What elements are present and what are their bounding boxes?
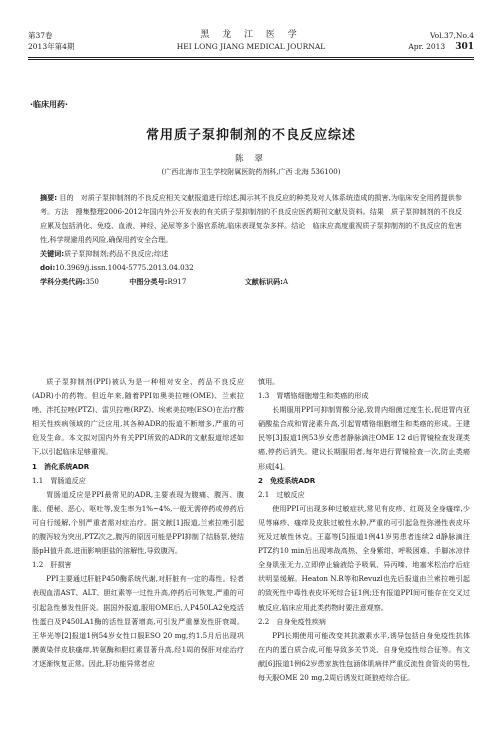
- running-header: [28, 30, 474, 56]
- doc-code: A: [283, 277, 289, 286]
- page-number: 301: [455, 42, 474, 52]
- paragraph-liver-damage: PPI主要通过肝脏P450酶系统代谢,对肝脏有一定的毒性。轻者表现血清AST、ALT、胆红素等一过性升高,停药后可恢复,严重的可引起急性暴发性肝炎。据国外报道,服用OME后,人P450LA2免疫活性蛋白及P450LA1酶的活性显著增高,可引发严重暴发性肝衰竭。王华光等[2]报道1例54岁女性口服ESO 20 mg,约1.5月后出现巩膜黄染伴皮肤瘙痒,转氨酶和胆红素显著升高,经1周的保肝对症治疗才逐渐恢复正常。因此,肝功能异常者应: [32, 574, 244, 668]
- continued-text: 慎用。: [258, 377, 280, 386]
- abstract-result: 结果 质子泵抑制剂的不良反应累及包括消化、免疫、血液、神经、泌尿等多个器官系统,临床表现复杂多样。: [40, 207, 463, 230]
- doi-line: [40, 261, 462, 275]
- issue-date-en: Apr. 2013: [408, 42, 446, 51]
- doc-code-label: 文献标识码:: [244, 277, 283, 286]
- header-right: [408, 30, 474, 53]
- header-rule-bottom: [28, 59, 474, 60]
- paragraph-ecl-hyperplasia: 长期服用PPI可抑制胃酸分泌,致胃内细菌过度生长,促进胃内亚硝酸盐合成和胃泌素升高,引起胃嗜铬细胞增生和类癌的形成。王建民等[3]报道1例53岁女患者静脉滴注OME 12 d后胃镜检查发现类癌,停药后消失。建议长期服用者,每年进行胃镜检查一次,防止类癌形成[4]。: [258, 405, 470, 471]
- heading-gi-reaction: 1.1 胃肠道反应: [32, 475, 86, 485]
- body-column-right: [258, 375, 470, 685]
- article-author: 陈 翠: [235, 154, 267, 164]
- clc-code: R917: [167, 277, 187, 286]
- heading-liver-damage: 1.2 肝损害: [32, 560, 72, 570]
- paragraph-allergic-reaction: 使用PPI可出现多种过敏症状,常见有皮疹、红斑及全身瘙痒,少见荨麻疹、瘙痒及皮肤过敏性水肿,严重的可引起急性弥漫性表皮坏死及过敏性休克。王嘉等[5]报道1例41岁男患者连续2 d静脉滴注PTZ约10 min后出现寒战高热、全身紫绀、呼吸困难、手脚冰凉伴全身肌张无力,立即停止输液给予吸氧、异丙嗪、地塞米松治疗后症状明显缓解。Heaton N.R等和Revuzl也先后报道由兰索拉唑引起的致死性中毒性表皮坏死综合征1例;还有报道PPI间可能存在交叉过敏反应,临床应用此类药物时要注意观察。: [258, 503, 470, 612]
- class-code-label: 学科分类代码:: [40, 277, 86, 286]
- keywords-line: [40, 247, 462, 261]
- heading-autoimmune: 2.2 自身免疫性疾病: [258, 616, 327, 626]
- keywords-label: 关键词:: [40, 249, 65, 258]
- abstract-objective: 目的 对质子泵抑制剂的不良反应相关文献报道进行综述,揭示其不良反应的种类及对人体系统造成的损害,为临床安全用药提供参考。: [40, 193, 462, 216]
- abstract-text: [40, 191, 462, 247]
- article-title: 常用质子泵抑制剂的不良反应综述: [145, 128, 356, 143]
- class-code: 350: [85, 277, 99, 286]
- abstract-label: 摘要:: [40, 193, 58, 202]
- heading-immune-adr: 2 免疫系统ADR: [258, 475, 316, 485]
- doi-label: doi:: [40, 263, 56, 272]
- journal-name-cn: 黑 龙 江 医 学: [200, 30, 302, 40]
- volume-cn: 第37卷: [28, 31, 53, 40]
- heading-allergic-reaction: 2.1 过敏反应: [258, 489, 305, 499]
- paragraph-gi-reaction: 胃肠道反应是PPI最常见的ADR,主要表现为腹痛、腹泻、腹胀、便秘、恶心、呕吐等,发生率为1%~4%,一般无需停药或停药后可自行缓解,个别严重者需对症治疗。据文献[1]报道,兰索拉唑引起的腹泻较为突出,PTZ次之,腹泻的原因可能是PPI抑制了结肠泵,使结肠pH值升高,进而影响胆盐的溶解性,导致腹泻。: [32, 489, 244, 556]
- article-affiliation: (广西北海市卫生学校附属医院药剂科,广西 北海 536100): [161, 168, 341, 176]
- doi-value: 10.3969/j.issn.1004-5775.2013.04.032: [55, 263, 194, 272]
- heading-digestive-adr: 1 消化系统ADR: [32, 461, 90, 471]
- section-label: ·临床用药·: [30, 100, 69, 109]
- abstract-conclusion: 结论 临床应高度重视质子泵抑制剂的不良反应的危害性,科学规避用药风险,确保用药安全合理。: [40, 221, 462, 244]
- paragraph-autoimmune: PPI长期使用可能改变其抗激素水平,诱导包括自身免疫性抗体在内的蛋白质合成,可能导致多关节炎、自身免疫性综合征等。有文献[6]报道1例62岁患家族性包涵体肌病伴严重反流性食管炎的男性,每天服OME 20 mg,2周后诱发红斑狼疮综合征。: [258, 630, 470, 682]
- volume-en: Vol.37,No.4: [429, 31, 474, 40]
- issue-cn: 2013年第4期: [28, 42, 75, 51]
- keywords: 质子泵抑制剂;药品不良反应;综述: [64, 249, 169, 258]
- classification-line: [40, 275, 462, 289]
- clc-label: 中图分类号:: [129, 277, 168, 286]
- abstract: [40, 191, 462, 289]
- heading-ecl-hyperplasia: 1.3 胃嗜铬细胞增生和类癌的形成: [258, 391, 369, 401]
- journal-name-en: HEI LONG JIANG MEDICAL JOURNAL: [176, 42, 326, 51]
- body-column-left: [32, 375, 244, 671]
- abstract-method: 方法 搜集整理2006-2012年国内外公开发表的有关质子泵抑制剂的不良反应医药期刊文献及资料。: [54, 207, 370, 216]
- header-rule-top: [28, 57, 474, 58]
- intro-paragraph: 质子泵抑制剂(PPI)被认为是一种相对安全、药品不良反应(ADR)小的药物。但近年来,随着PPI如奥美拉唑(OME)、兰索拉唑、泮托拉唑(PTZ)、雷贝拉唑(RPZ)、埃索美拉唑(ESO)在治疗酸相关性疾病领域的广泛应用,其各种ADR的报道不断增多,严重的可危及生命。本文拟对国内外有关PPI所致的ADR的文献报道综述如下,以引起临床足够重视。: [32, 377, 244, 457]
